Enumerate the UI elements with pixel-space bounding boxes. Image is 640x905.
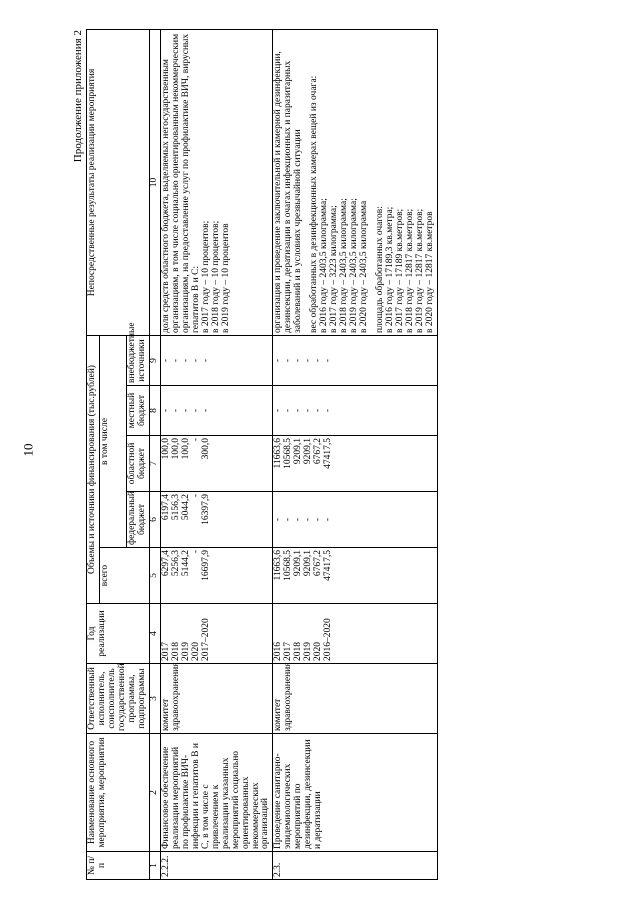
header-executor: Ответственный исполнитель, соисполнитель государственной программы, подпрограммы [87,664,150,734]
page-number: 10 [20,443,36,457]
header-no: № п/п [87,852,150,880]
header-results: Непосредственные результаты реализации мероприятия [87,29,150,335]
row-result: организация и проведение заключительной и камерной дезинфекции, дезинсекции, дератизации в очагах инфекционных и паразитарных заболеваний и в условиях чрезвычайной ситуации вес обработанных в дезинфекционных камерах вещей из очага: в 2016 году – 2403,5 килограмма; в 2017 году – 3223 килограмма; в 2018 году – 2403,5 килограмма; в 2019 году – 2403,5 килограмма; в 2020 году – 2403,5 килограмма площадь обработанных очагов: в 2016 году – 17189,3 кв.метра; в 2017 году – 17189 кв.метров; в 2018 году – 12817 кв.метров; в 2019 году – 12817 кв.метров; в 2020 году – 12817 кв.метров [273,29,438,335]
row-local: - - - - - - [273,386,438,436]
header-local: местный бюджет [126,386,149,436]
row-years: 2017 2018 2019 2020 2017–2020 [160,604,273,664]
program-table [86,29,438,880]
rotated-page [70,30,630,880]
header-funding: Объемы и источники финансирования (тыс.рублей) [87,335,100,603]
col-num-6: 6 [149,492,160,548]
continuation-title: Продолжение приложения 2 [72,30,84,163]
col-num-1: 1 [149,852,160,880]
table-row [160,29,273,879]
header-total: всего [99,548,149,604]
col-num-2: 2 [149,734,160,852]
row-years: 2016 2017 2018 2019 2020 2016–2020 [273,604,438,664]
row-number: 2.3. [273,852,438,880]
col-num-4: 4 [149,604,160,664]
row-regional: 100,0 100,0 100,0 - 300,0 [160,436,273,492]
table-row [273,29,438,879]
row-extra: - - - - - - [273,335,438,385]
row-name: Проведение санитарно-эпидемиологических мероприятий по дезинфекции, дезинсекции и дератизации [273,734,438,852]
header-row-1 [87,29,100,879]
col-num-10: 10 [149,29,160,335]
header-name: Наименование основного мероприятия, мероприятия [87,734,150,852]
row-executor: комитет здравоохранения [160,664,273,734]
row-result: доля средств областного бюджета, выделяемых негосударственным организациям, в том числе социально ориентированным некоммерческим организациям, на предоставление услуг по профилактике ВИЧ, вирусных гепатитов В и С: в 2017 году – 10 процентов; в 2018 году – 10 процентов; в 2019 году – 10 процентов [160,29,273,335]
row-regional: 11663,6 10568,5 9209,1 9209,1 6767,2 47417,5 [273,436,438,492]
row-extra: - - - - - [160,335,273,385]
row-federal: - - - - - - [273,492,438,548]
header-regional: областной бюджет [126,436,149,492]
col-num-5: 5 [149,548,160,604]
row-name: Финансовое обеспечение реализации мероприятий по профилактике ВИЧ-инфекции и гепатитов В и С, в том числе с привлечением к реализации указанных мероприятий социально ориентированных некоммерческих организаций [160,734,273,852]
column-number-row [149,29,160,879]
row-number: 2.2.2. [160,852,273,880]
header-year: Год реализации [87,604,150,664]
col-num-3: 3 [149,664,160,734]
col-num-7: 7 [149,436,160,492]
row-local: - - - - - [160,386,273,436]
row-federal: 6197,4 5156,3 5044,2 - 16397,9 [160,492,273,548]
col-num-8: 8 [149,386,160,436]
row-executor: комитет здравоохранения [273,664,438,734]
header-federal: федеральный бюджет [126,492,149,548]
col-num-9: 9 [149,335,160,385]
row-total: 6297,4 5256,3 5144,2 - 16697,9 [160,548,273,604]
header-in-that: в том числе [99,335,126,547]
row-total: 11663,6 10568,5 9209,1 9209,1 6767,2 47417,5 [273,548,438,604]
header-extrabudget: внебюджетные источники [126,335,149,385]
